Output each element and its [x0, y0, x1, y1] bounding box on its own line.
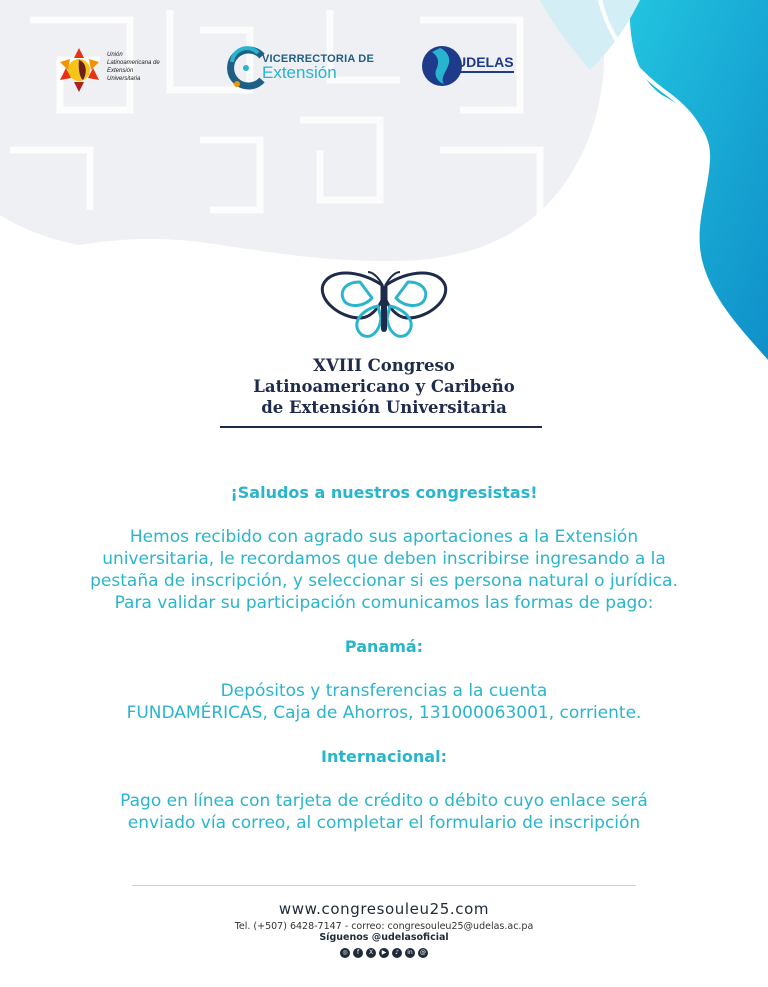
facebook-icon[interactable]: f — [353, 948, 363, 958]
footer-divider — [132, 885, 636, 886]
header-pattern-area — [0, 0, 604, 261]
vicerrectoria-logo-line2: Extensión — [262, 63, 337, 82]
butterfly-emblem — [322, 272, 445, 336]
youtube-icon[interactable]: ▶ — [379, 948, 389, 958]
vicerrectoria-logo-line1: VICERRECTORIA DE — [262, 53, 374, 65]
main-message — [0, 482, 768, 834]
international-payment-text: Pago en línea con tarjeta de crédito o débito cuyo enlace será enviado vía correo, al completar el formulario de inscripción — [120, 791, 648, 833]
tiktok-icon[interactable]: ♪ — [392, 948, 402, 958]
contact-info: Tel. (+507) 6428-7147 - correo: congresouleu25@udelas.ac.pa — [234, 921, 534, 932]
title-divider — [220, 426, 542, 428]
vicerrectoria-logo — [222, 42, 374, 92]
intro-paragraph: Hemos recibido con agrado sus aportaciones a la Extensión universitaria, le recordamos que deben inscribirse ingresando a la pestaña de inscripción, y seleccionar si es persona natural o jurídica. Para validar su participación comunicamos las formas de pago: — [90, 527, 678, 613]
x-icon[interactable]: X — [366, 948, 376, 958]
udelas-logo-name: UDELAS — [456, 54, 514, 73]
congress-title-line3: de Extensión Universitaria — [261, 398, 507, 417]
congress-title-line2: Latinoamericano y Caribeño — [253, 377, 515, 396]
udelas-logo — [422, 44, 514, 88]
threads-icon[interactable]: @ — [420, 949, 426, 956]
social-icons — [0, 948, 768, 958]
panama-payment-text: Depósitos y transferencias a la cuenta FUNDAMÉRICAS, Caja de Ahorros, 131000063001, corriente. — [126, 681, 642, 723]
congress-title — [0, 355, 768, 418]
instagram-icon[interactable]: ◎ — [340, 948, 350, 958]
ulaeu-logo-text: Unión Latinoamericana de Extensión Universitaria — [107, 52, 160, 82]
greeting-heading: ¡Saludos a nuestros congresistas! — [230, 483, 538, 502]
panama-heading: Panamá: — [344, 637, 424, 656]
website-link[interactable]: www.congresouleu25.com — [278, 900, 490, 918]
ulaeu-logo — [58, 42, 177, 92]
congress-title-line1: XVIII Congreso — [313, 356, 455, 375]
international-heading: Internacional: — [321, 747, 447, 766]
linkedin-icon[interactable]: in — [405, 948, 415, 958]
right-wave — [630, 0, 768, 360]
follow-us-text: Síguenos @udelasoficial — [319, 932, 449, 943]
